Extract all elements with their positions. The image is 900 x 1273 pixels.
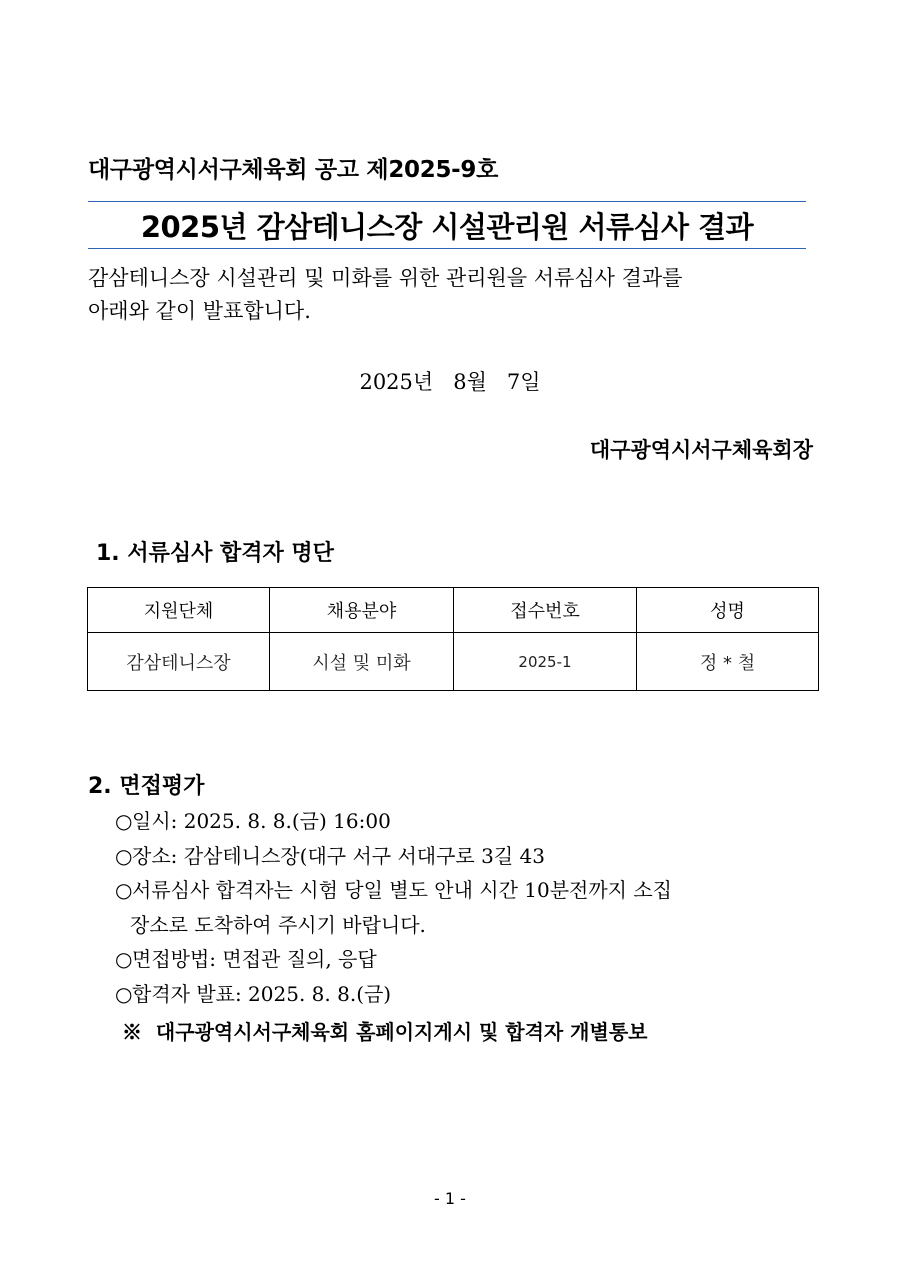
list-item-text: 합격자 발표: 2025. 8. 8.(금) [132, 981, 392, 1006]
list-item [115, 942, 672, 977]
list-item [115, 839, 672, 874]
list-item-text: 일시: 2025. 8. 8.(금) 16:00 [132, 809, 391, 833]
column-header: 접수번호 [454, 588, 637, 633]
bullet-icon: ○ [115, 843, 133, 868]
table-row [88, 633, 819, 691]
list-item-continuation: 장소로 도착하여 주시기 바랍니다. [130, 912, 426, 937]
bullet-icon: ○ [115, 981, 133, 1006]
table-cell: 감삼테니스장 [88, 633, 270, 691]
intro-paragraph [88, 262, 808, 328]
table-cell: 시설 및 미화 [270, 633, 454, 691]
announcement-date: 2025년 8월 7일 [359, 370, 541, 394]
intro-line: 아래와 같이 발표합니다. [88, 299, 311, 323]
table-cell: 정 * 철 [637, 633, 819, 691]
section-heading-interview: 2. 면접평가 [88, 774, 205, 799]
title-top-rule [88, 201, 806, 202]
section-heading-passers: 1. 서류심사 합격자 명단 [96, 541, 334, 566]
column-header: 지원단체 [88, 588, 270, 633]
notice-number: 대구광역시서구체육회 공고 제2025-9호 [88, 157, 499, 183]
document-title: 2025년 감삼테니스장 시설관리원 서류심사 결과 [140, 210, 754, 244]
list-item [115, 804, 672, 839]
column-header: 성명 [637, 588, 819, 633]
table-header-row [88, 588, 819, 633]
list-item-text: 면접방법: 면접관 질의, 응답 [132, 947, 377, 971]
bullet-icon: ○ [115, 809, 133, 833]
table-cell: 2025-1 [454, 633, 637, 691]
column-header: 채용분야 [270, 588, 454, 633]
notice-note: ※ 대구광역시서구체육회 홈페이지게시 및 합격자 개별통보 [122, 1020, 648, 1044]
bullet-icon: ○ [115, 947, 133, 971]
intro-line: 감삼테니스장 시설관리 및 미화를 위한 관리원을 서류심사 결과를 [88, 266, 683, 290]
bullet-icon: ○ [115, 878, 133, 902]
page-number: - 1 - [434, 1189, 466, 1208]
list-item-text: 서류심사 합격자는 시험 당일 별도 안내 시간 10분전까지 소집 [132, 878, 672, 902]
interview-details-list [115, 804, 672, 1011]
signer: 대구광역시서구체육회장 [589, 438, 813, 462]
list-item [115, 873, 672, 908]
list-item-text: 장소: 감삼테니스장(대구 서구 서대구로 3길 43 [132, 843, 545, 868]
list-item [115, 977, 672, 1012]
title-bottom-rule [88, 248, 806, 249]
passers-table [87, 587, 819, 691]
